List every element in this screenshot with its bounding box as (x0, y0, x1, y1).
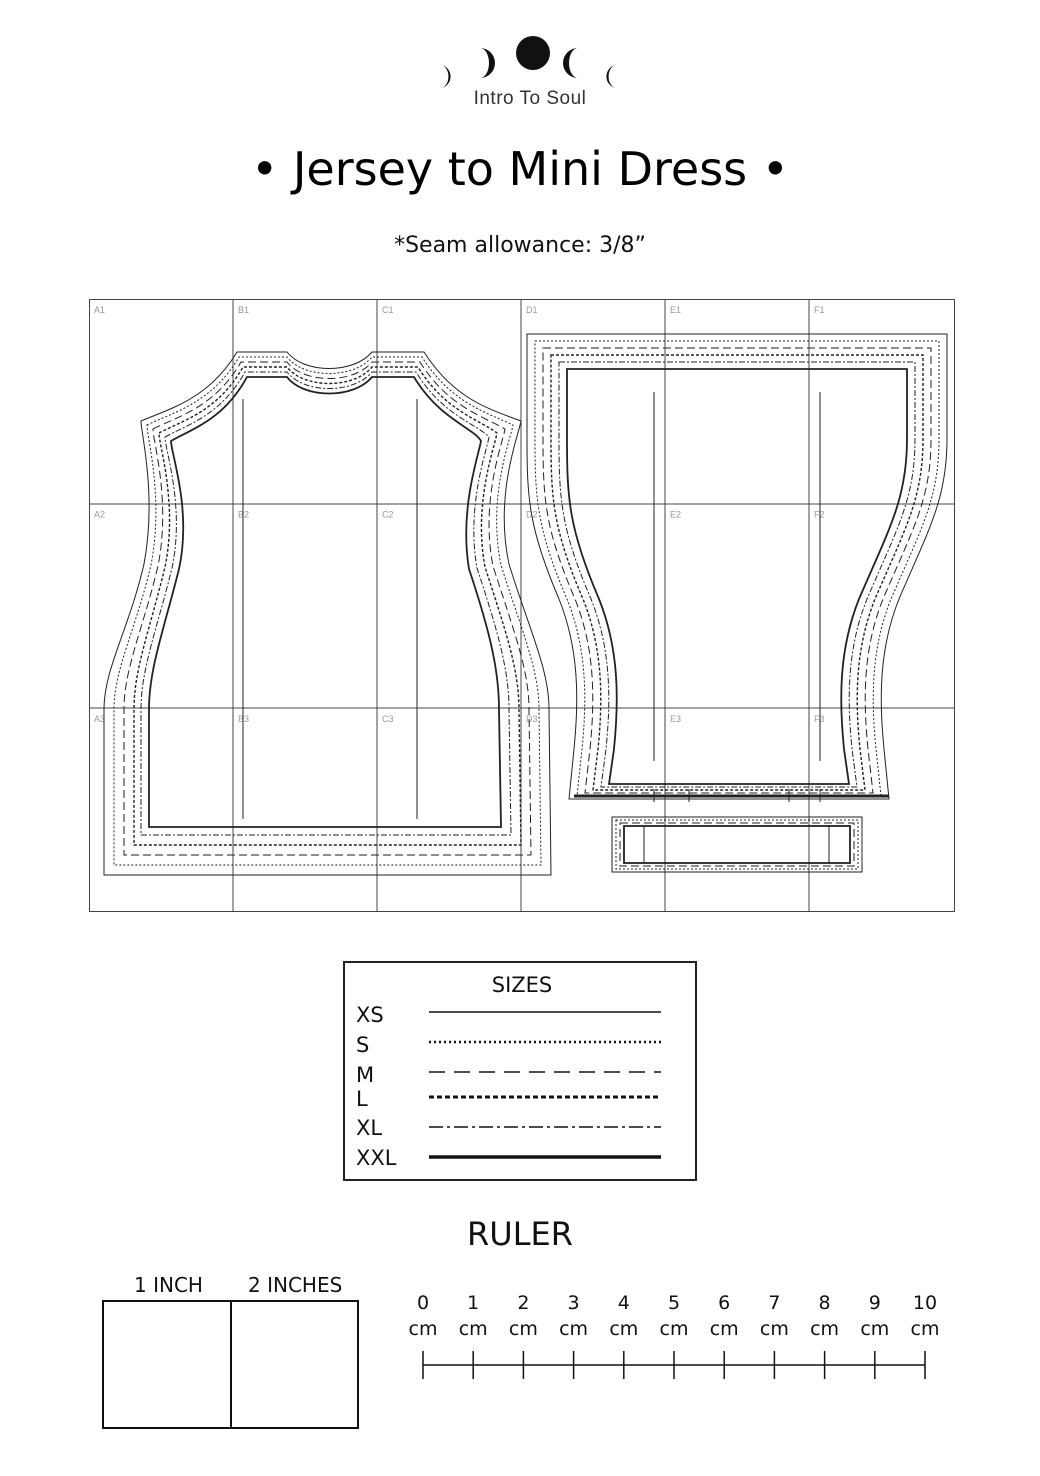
size-label-xl: XL (356, 1116, 383, 1140)
grid-cell-label: B2 (238, 509, 250, 520)
front-dress-piece (104, 352, 551, 875)
grid-cell-label: C2 (382, 509, 394, 520)
cm-number: 9 (868, 1292, 881, 1314)
cm-number: 0 (416, 1292, 430, 1314)
size-line-samples (425, 1003, 665, 1168)
page-title: • Jersey to Mini Dress • (251, 142, 789, 196)
cm-number: 3 (567, 1292, 580, 1314)
cm-number: 6 (718, 1292, 731, 1314)
sizes-title: SIZES (491, 973, 553, 997)
cm-unit: cm (508, 1318, 538, 1340)
cm-unit: cm (559, 1318, 589, 1340)
cm-unit: cm (659, 1318, 689, 1340)
size-label-xs: XS (356, 1003, 384, 1027)
grid-cell-label: E1 (670, 305, 682, 315)
grid-cell-label: A1 (94, 305, 106, 315)
grid-cell-label: F2 (814, 509, 825, 520)
size-label-l: L (356, 1087, 368, 1111)
grid-cell-label: C1 (382, 305, 394, 315)
grid-cell-label: A3 (94, 714, 106, 724)
back-dress-piece (527, 334, 947, 802)
grid-cell-label: F1 (814, 305, 825, 315)
grid-cell-labels (94, 305, 825, 724)
inch-label-2: 2 INCHES (248, 1273, 343, 1297)
grid-cell-label: F3 (814, 714, 825, 724)
inch-label-1: 1 INCH (134, 1273, 203, 1297)
sizes-legend (343, 961, 697, 1181)
grid-cell-label: E3 (670, 714, 682, 724)
grid-cell-label: C3 (382, 714, 394, 724)
grid-cell-label: E2 (670, 509, 682, 520)
pattern-sheet (89, 299, 955, 912)
cm-unit: cm (609, 1318, 639, 1340)
cm-number: 5 (667, 1292, 681, 1314)
grid-cell-label: D1 (526, 305, 538, 315)
cm-ruler (415, 1345, 935, 1385)
cm-unit: cm (458, 1318, 488, 1340)
cm-number: 7 (768, 1292, 781, 1314)
cm-unit: cm (759, 1318, 789, 1340)
cm-number: 10 (912, 1292, 938, 1314)
size-label-m: M (356, 1063, 375, 1087)
waistband-piece (612, 817, 862, 872)
cm-unit: cm (860, 1318, 890, 1340)
inch-scale-boxes (102, 1300, 360, 1430)
ruler-title: RULER (467, 1215, 573, 1253)
cm-number: 8 (818, 1292, 831, 1314)
cm-number: 4 (617, 1292, 630, 1314)
size-label-xxl: XXL (356, 1146, 397, 1170)
brand-name: Intro To Soul (473, 88, 587, 109)
grid-cell-label: B1 (238, 305, 250, 315)
seam-allowance-note: *Seam allowance: 3/8” (394, 233, 646, 258)
grid-cell-label: D2 (526, 509, 538, 520)
grid-cell-label: A2 (94, 509, 106, 520)
size-label-s: S (356, 1033, 370, 1057)
cm-number: 2 (517, 1292, 530, 1314)
cm-unit: cm (810, 1318, 840, 1340)
cm-unit: cm (910, 1318, 940, 1340)
grid-cell-label: B3 (238, 714, 250, 724)
cm-unit: cm (709, 1318, 739, 1340)
cm-unit: cm (408, 1318, 438, 1340)
cm-number: 1 (467, 1292, 480, 1314)
grid-cell-label: D3 (526, 714, 538, 724)
